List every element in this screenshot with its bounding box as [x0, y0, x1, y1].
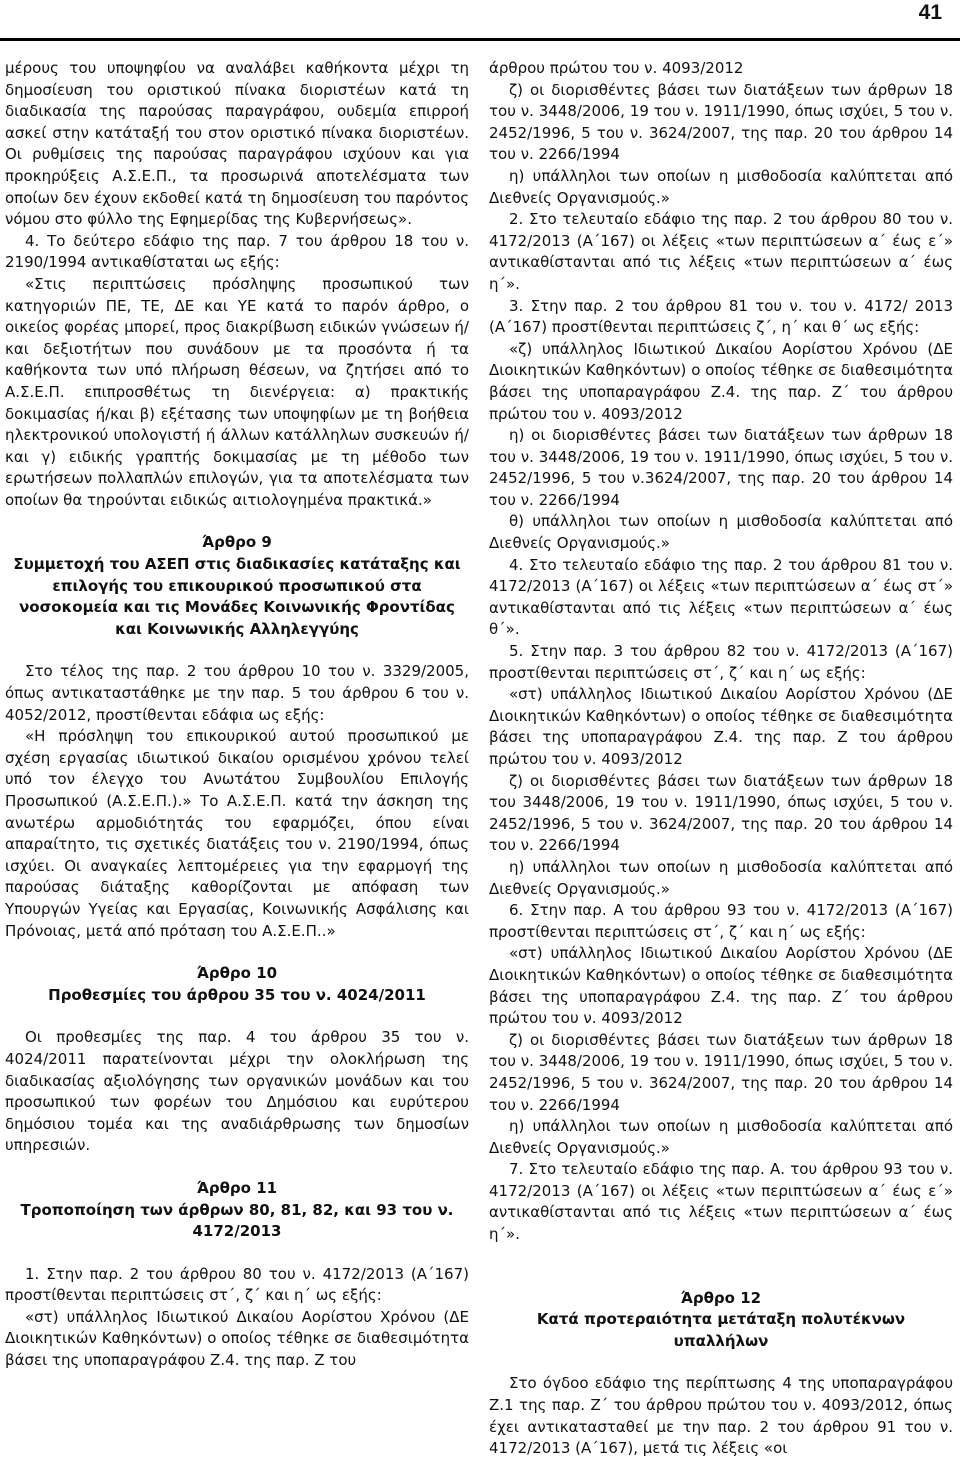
spacer: [5, 1157, 469, 1178]
paragraph: 2. Στο τελευταίο εδάφιο της παρ. 2 του άρθρου 80 του ν. 4172/2013 (Α΄167) οι λέξεις «των περιπτώσεων α΄ έως ε΄» αντικαθίστανται από τις λέξεις «των περιπτώσεων α΄ έως η΄».: [489, 210, 953, 293]
paragraph: 3. Στην παρ. 2 του άρθρου 81 του ν. του ν. 4172/ 2013 (Α΄167) προστίθενται περιπτώσεις ζ΄, η΄ και θ΄ ως εξής:: [489, 296, 953, 337]
paragraph: η) υπάλληλοι των οποίων η μισθοδοσία καλύπτεται από Διεθνείς Οργανισμούς.»: [489, 857, 953, 898]
spacer: [5, 942, 469, 963]
paragraph: ζ) οι διορισθέντες βάσει των διατάξεων των άρθρων 18 του ν. 3448/2006, 19 του ν. 1911/1990, όπως ισχύει, 5 του ν. 2452/1996, 5 του ν. 3624/2007, της παρ. 20 του άρθρου 14 του ν. 2266/1994: [489, 1030, 953, 1114]
paragraph: «στ) υπάλληλος Ιδιωτικού Δικαίου Αορίστου Χρόνου (ΔΕ Διοικητικών Καθηκόντων) ο οποίος τέθηκε σε διαθεσιμότητα βάσει της υποπαραγράφου Ζ.4. της παρ. Ζ του άρθρου πρώτου του ν. 4093/2012: [489, 685, 953, 768]
paragraph: άρθρου πρώτου του ν. 4093/2012: [489, 59, 744, 77]
article-title: Άρθρο 12: [680, 1288, 762, 1307]
spacer: [489, 1246, 953, 1267]
spacer: [5, 1243, 469, 1264]
article-title: Άρθρο 9: [202, 533, 272, 552]
paragraph: Στο όγδοο εδάφιο της περίπτωσης 4 της υποπαραγράφου Ζ.1 της παρ. Ζ΄ του άρθρου πρώτου του ν. 4093/2012, όπως έχει αντικατασταθεί με την παρ. 2 του άρθρου 91 του ν. 4172/2013 (Α΄167), μετά τις λέξεις «οι: [489, 1374, 953, 1458]
spacer: [5, 511, 469, 532]
paragraph: η) υπάλληλοι των οποίων η μισθοδοσία καλύπτεται από Διεθνείς Οργανισμούς.»: [489, 1117, 953, 1157]
paragraph: «στ) υπάλληλος Ιδιωτικού Δικαίου Αορίστου Χρόνου (ΔΕ Διοικητικών Καθηκόντων) ο οποίος τέθηκε σε διαθεσιμότητα βάσει της υποπαραγράφου Ζ.4. της παρ. Ζ του: [5, 1307, 469, 1370]
article-heading: Κατά προτεραιότητα μετάταξη πολυτέκνων υπαλλήλων: [536, 1310, 906, 1350]
spacer: [5, 1006, 469, 1027]
paragraph: 6. Στην παρ. Α του άρθρου 93 του ν. 4172/2013 (Α΄167) προστίθενται περιπτώσεις στ΄, ζ΄ και η΄ ως εξής:: [489, 901, 953, 941]
paragraph: 4. Στο τελευταίο εδάφιο της παρ. 2 του άρθρου 81 του ν. 4172/2013 (Α΄167) οι λέξεις «των περιπτώσεων α΄ έως στ΄» αντικαθίστανται από τις λέξεις «των περιπτώσεων α΄ έως θ΄».: [489, 555, 953, 639]
article-heading: Προθεσμίες του άρθρου 35 του ν. 4024/2011: [48, 985, 426, 1004]
paragraph: 4. Το δεύτερο εδάφιο της παρ. 7 του άρθρου 18 του ν. 2190/1994 αντικαθίσταται ως εξής:: [5, 231, 469, 272]
header-rule: [0, 38, 960, 41]
paragraph: ζ) οι διορισθέντες βάσει των διατάξεων των άρθρων 18 του ν. 3448/2006, 19 του ν. 1911/1990, όπως ισχύει, 5 του ν. 2452/1996, 5 του ν. 3624/2007, της παρ. 20 του άρθρου 14 του ν. 2266/1994: [489, 80, 953, 164]
spacer: [489, 1352, 953, 1373]
paragraph: η) οι διορισθέντες βάσει των διατάξεων των άρθρων 18 του ν. 3448/2006, 19 του ν. 1911/1990, όπως ισχύει, 5 του ν. 2452/1996, 5 του ν.3624/2007, της παρ. 20 του άρθρου 14 του ν. 2266/1994: [489, 426, 953, 509]
spacer: [5, 640, 469, 661]
left-column: [5, 58, 469, 1372]
spacer: [489, 1267, 953, 1288]
paragraph: 7. Στο τελευταίο εδάφιο της παρ. Α. του άρθρου 93 του ν. 4172/2013 (Α΄167) οι λέξεις «των περιπτώσεων α΄ έως ε΄» αντικαθίστανται από τις λέξεις «των περιπτώσεων α΄ έως η΄».: [489, 1160, 953, 1244]
paragraph: «ζ) υπάλληλος Ιδιωτικού Δικαίου Αορίστου Χρόνου (ΔΕ Διοικητικών Καθηκόντων) ο οποίος τέθηκε σε διαθεσιμότητα βάσει της υποπαραγράφου Ζ.4. της παρ. Ζ΄ του άρθρου πρώτου του ν. 4093/2012: [489, 339, 953, 423]
article-title: Άρθρο 11: [196, 1178, 278, 1197]
paragraph: 1. Στην παρ. 2 του άρθρου 80 του ν. 4172/2013 (Α΄167) προστίθενται περιπτώσεις στ΄, ζ΄ και η΄ ως εξής:: [5, 1264, 469, 1305]
paragraph: «Στις περιπτώσεις πρόσληψης προσωπικού των κατηγοριών ΠΕ, ΤΕ, ΔΕ και ΥΕ κατά το παρόν άρθρο, ο οικείος φορέας μπορεί, προς διακρίβωση ειδικών γνώσεων ή/και δεξιοτήτων που συνάδουν με τα προσόντα ή τα καθήκοντα των υπό πλήρωση θέσεων, να ζητήσει από το Α.Σ.Ε.Π. επιπροσθέτως τη διενέργεια: α) πρακτικής δοκιμασίας ή/και β) εξέτασης των υποψηφίων με τη βοήθεια ηλεκτρονικού υπολογιστή ή άλλων κατάλληλων συσκευών ή/και γ) ειδικής γραπτής δοκιμασίας με τη μέθοδο των ερωτήσεων πολλαπλών επιλογών, για τα αποτελέσματα των οποίων θα τηρούνται ειδικώς αιτιολογημένα πρακτικά.»: [5, 274, 469, 509]
paragraph: μέρους του υποψηφίου να αναλάβει καθήκοντα μέχρι τη δημοσίευση του οριστικού πίνακα διοριστέων κατά τη διαδικασία της παρούσας παραγράφου, ουδεμία επιρροή ασκεί στην κατάταξή του στον οριστικό πίνακα διοριστέων. Οι ρυθμίσεις της παρούσας παραγράφου ισχύουν και για προκηρύξεις Α.Σ.Ε.Π., τα προσωρινά αποτελέσματα των οποίων δεν έχουν εκδοθεί κατά τη δημοσίευση του παρόντος νόμου στο φύλλο της Εφημερίδας της Κυβερνήσεως».: [5, 59, 469, 229]
paragraph: ζ) οι διορισθέντες βάσει των διατάξεων των άρθρων 18 του 3448/2006, 19 του ν. 1911/1990, όπως ισχύει, 5 του ν. 2452/1996, 5 του ν. 3624/2007, της παρ. 20 του άρθρου 14 του ν. 2266/1994: [489, 771, 953, 855]
right-column: [489, 58, 953, 1460]
paragraph: «Η πρόσληψη του επικουρικού αυτού προσωπικού με σχέση εργασίας ιδιωτικού δικαίου ορισμένου χρόνου τελεί υπό τον έλεγχο του Ανωτάτου Συμβουλίου Επιλογής Προσωπικού (Α.Σ.Ε.Π.).» Το Α.Σ.Ε.Π. κατά την άσκηση της ανωτέρω αρμοδιότητάς του εφαρμόζει, όπου είναι απαραίτητο, τις σχετικές διατάξεις του ν. 2190/1994, όπως ισχύει. Οι αναγκαίες λεπτομέρειες για την εφαρμογή της παρούσας διάταξης καθορίζονται με απόφαση των Υπουργών Υγείας και Εργασίας, Κοινωνικής Ασφάλισης και Πρόνοιας, μετά από πρόταση του Α.Σ.Ε.Π..»: [5, 727, 469, 940]
paragraph: Οι προθεσμίες της παρ. 4 του άρθρου 35 του ν. 4024/2011 παρατείνονται μέχρι την ολοκλήρωση της διαδικασίας αξιολόγησης των οργανικών μονάδων και του προσωπικού των φορέων του Δημόσιου και ευρύτερου δημόσιου τομέα και της αναδιάρθρωσης των δημοσίων υπηρεσιών.: [5, 1028, 469, 1155]
paragraph: Στο τέλος της παρ. 2 του άρθρου 10 του ν. 3329/2005, όπως αντικαταστάθηκε με την παρ. 5 του άρθρου 6 του ν. 4052/2012, προστίθενται εδάφια ως εξής:: [5, 662, 469, 724]
article-title: Άρθρο 10: [196, 964, 278, 983]
paragraph: «στ) υπάλληλος Ιδιωτικού Δικαίου Αορίστου Χρόνου (ΔΕ Διοικητικών Καθηκόντων) ο οποίος τέθηκε σε διαθεσιμότητα βάσει της υποπαραγράφου Ζ.4. της παρ. Ζ΄ του άρθρου πρώτου του ν. 4093/2012: [489, 944, 953, 1028]
article-heading: Συμμετοχή του ΑΣΕΠ στις διαδικασίες κατάταξης και επιλογής του επικουρικού προσωπικού στα νοσοκομεία και τις Μονάδες Κοινωνικής Φροντίδας και Κοινωνικής Αλληλεγγύης: [13, 555, 461, 638]
paragraph: η) υπάλληλοι των οποίων η μισθοδοσία καλύπτεται από Διεθνείς Οργανισμούς.»: [489, 166, 953, 207]
paragraph: θ) υπάλληλοι των οποίων η μισθοδοσία καλύπτεται από Διεθνείς Οργανισμούς.»: [489, 512, 953, 553]
article-heading: Τροποποίηση των άρθρων 80, 81, 82, και 93 του ν. 4172/2013: [20, 1200, 454, 1241]
paragraph: 5. Στην παρ. 3 του άρθρου 82 του ν. 4172/2013 (Α΄167) προστίθενται περιπτώσεις στ΄, ζ΄ και η΄ ως εξής:: [489, 642, 953, 682]
page-number: 41: [918, 1, 942, 24]
